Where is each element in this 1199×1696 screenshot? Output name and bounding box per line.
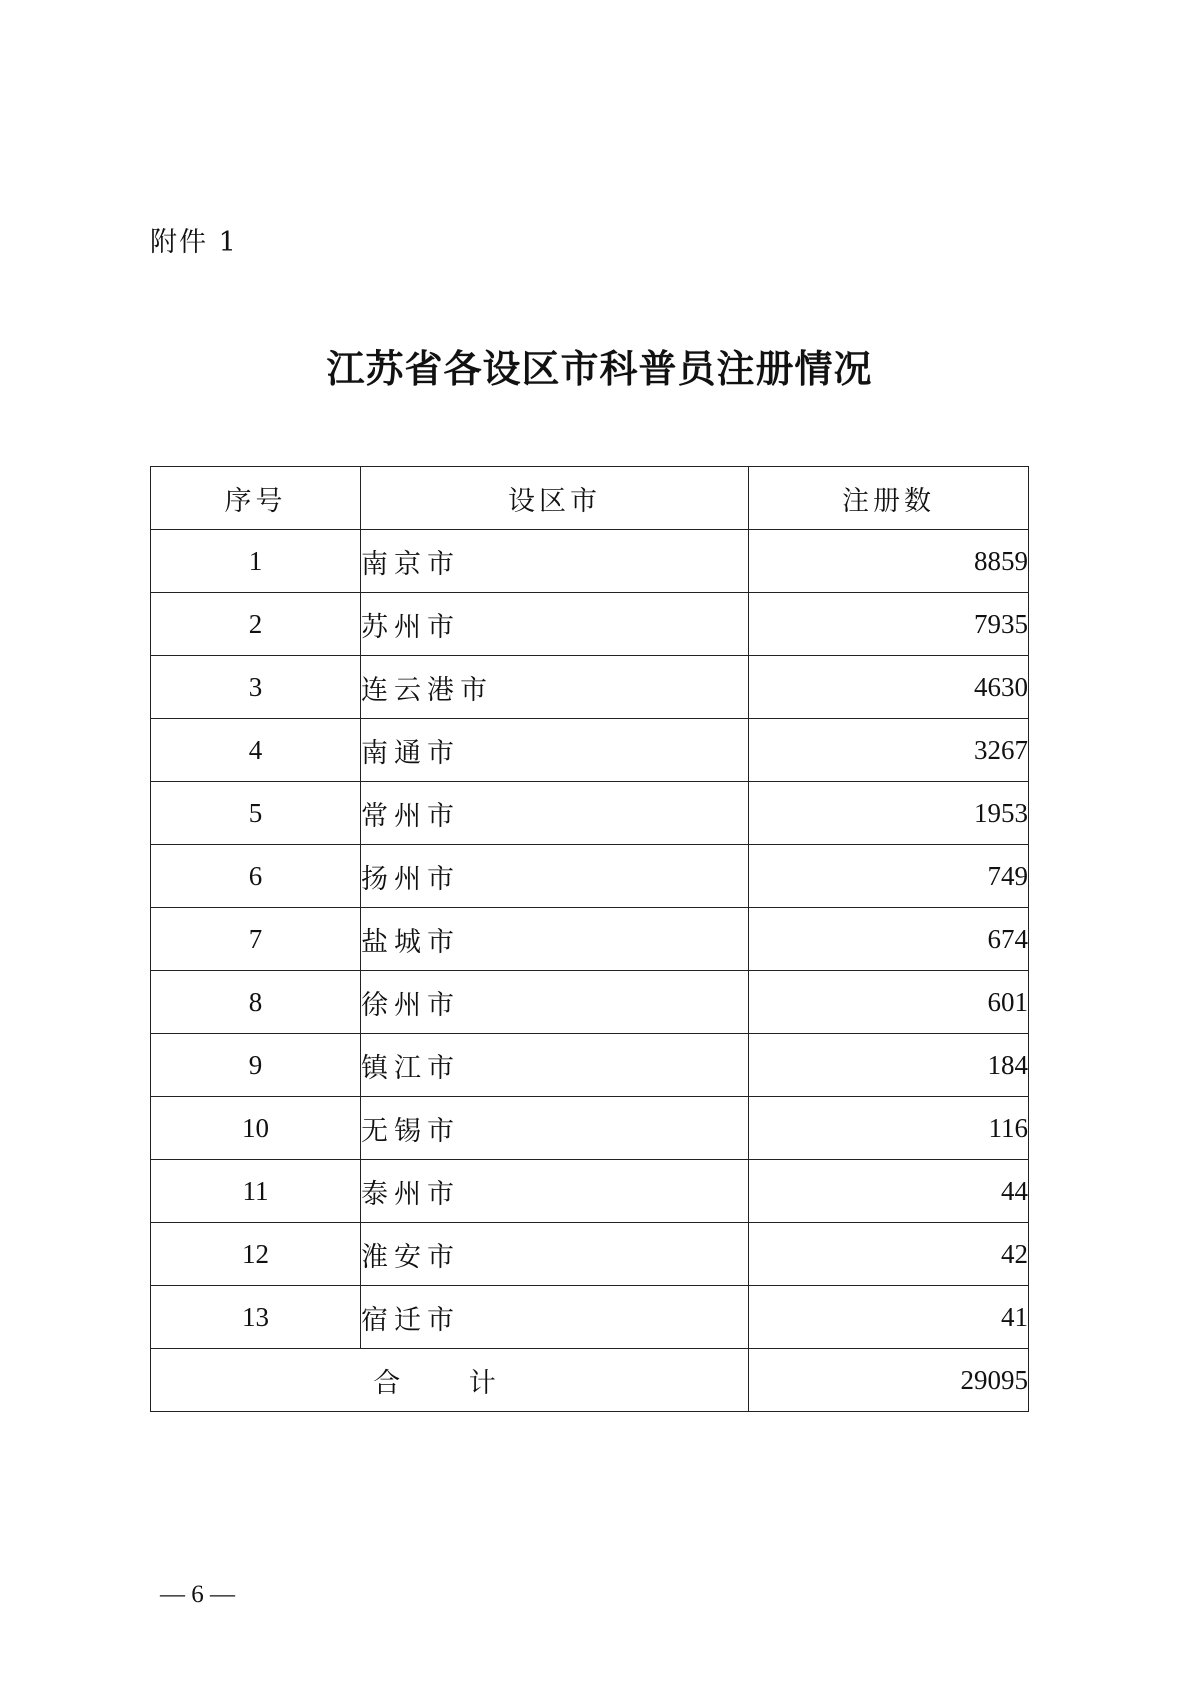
row-index: 9 (151, 1034, 361, 1097)
row-city: 连云港市 (361, 656, 749, 719)
table-row (151, 593, 1029, 656)
row-city: 无锡市 (361, 1097, 749, 1160)
row-count: 3267 (749, 719, 1029, 782)
total-row (151, 1349, 1029, 1412)
row-count: 601 (749, 971, 1029, 1034)
table-row (151, 1286, 1029, 1349)
row-count: 1953 (749, 782, 1029, 845)
table-row (151, 1034, 1029, 1097)
row-index: 5 (151, 782, 361, 845)
table-row (151, 971, 1029, 1034)
registration-table (150, 466, 1029, 1412)
row-index: 13 (151, 1286, 361, 1349)
table-row (151, 530, 1029, 593)
header-count: 注册数 (749, 467, 1029, 530)
table-row (151, 782, 1029, 845)
row-index: 12 (151, 1223, 361, 1286)
row-count: 44 (749, 1160, 1029, 1223)
table-row (151, 845, 1029, 908)
row-count: 749 (749, 845, 1029, 908)
row-count: 41 (749, 1286, 1029, 1349)
row-city: 南京市 (361, 530, 749, 593)
row-index: 1 (151, 530, 361, 593)
row-count: 116 (749, 1097, 1029, 1160)
row-city: 南通市 (361, 719, 749, 782)
table-row (151, 908, 1029, 971)
row-city: 常州市 (361, 782, 749, 845)
table-row (151, 1223, 1029, 1286)
row-city: 扬州市 (361, 845, 749, 908)
row-index: 11 (151, 1160, 361, 1223)
row-index: 7 (151, 908, 361, 971)
row-index: 4 (151, 719, 361, 782)
row-count: 4630 (749, 656, 1029, 719)
table-header-row (151, 467, 1029, 530)
row-index: 2 (151, 593, 361, 656)
row-index: 6 (151, 845, 361, 908)
total-value: 29095 (749, 1349, 1029, 1412)
row-count: 7935 (749, 593, 1029, 656)
header-index: 序号 (151, 467, 361, 530)
row-index: 3 (151, 656, 361, 719)
document-title: 江苏省各设区市科普员注册情况 (326, 346, 873, 391)
row-city: 徐州市 (361, 971, 749, 1034)
row-count: 674 (749, 908, 1029, 971)
row-index: 10 (151, 1097, 361, 1160)
row-city: 淮安市 (361, 1223, 749, 1286)
row-count: 42 (749, 1223, 1029, 1286)
row-count: 8859 (749, 530, 1029, 593)
row-city: 苏州市 (361, 593, 749, 656)
row-city: 盐城市 (361, 908, 749, 971)
row-count: 184 (749, 1034, 1029, 1097)
row-city: 泰州市 (361, 1160, 749, 1223)
page-number: — 6 — (160, 1581, 235, 1608)
table-row (151, 1097, 1029, 1160)
total-label: 合 计 (151, 1349, 749, 1412)
table-row (151, 656, 1029, 719)
row-index: 8 (151, 971, 361, 1034)
header-city: 设区市 (361, 467, 749, 530)
row-city: 宿迁市 (361, 1286, 749, 1349)
attachment-label: 附件 1 (150, 227, 238, 258)
table-row (151, 719, 1029, 782)
row-city: 镇江市 (361, 1034, 749, 1097)
table-row (151, 1160, 1029, 1223)
